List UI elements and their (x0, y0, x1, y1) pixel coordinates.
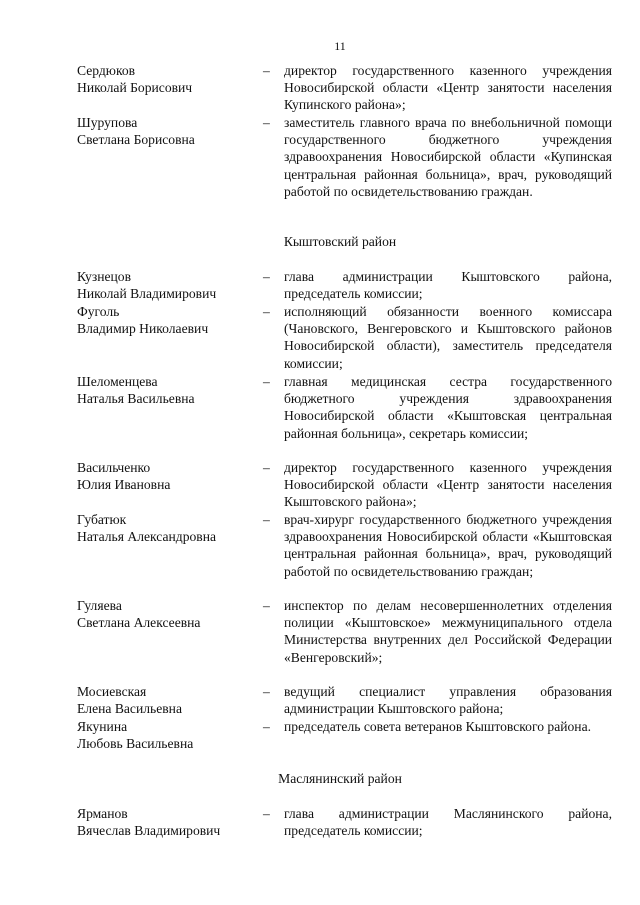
member-name: Губатюк Наталья Александровна (77, 512, 217, 545)
member-position: главная медицинская сестра государственного бюджетного учреждения здравоохранения Новосибирской области «Кыштовская центральная районная больница», секретарь комиссии; (284, 374, 612, 441)
district-heading: Кыштовский район (283, 234, 397, 249)
dash: – (263, 719, 270, 734)
dash: – (263, 374, 270, 389)
member-name: Шеломенцева Наталья Васильевна (77, 374, 195, 407)
dash: – (263, 598, 270, 613)
dash: – (263, 63, 270, 78)
member-name: Фуголь Владимир Николаевич (77, 304, 209, 337)
dash: – (263, 512, 270, 527)
member-position: инспектор по делам несовершеннолетних отделения полиции «Кыштовское» межмуниципального отдела Министерства внутренних дел Российской Федерации «Венгеровский»; (284, 598, 612, 665)
member-name: Кузнецов Николай Владимирович (77, 269, 217, 302)
member-position: председатель совета ветеранов Кыштовского района. (284, 719, 592, 734)
member-position: врач-хирург государственного бюджетного учреждения здравоохранения Новосибирской области «Кыштовская центральная районная больница», врач, руководящий работой по освидетельствованию граждан; (284, 512, 612, 579)
member-name: Якунина Любовь Васильевна (77, 719, 194, 752)
member-position: исполняющий обязанности военного комиссара (Чановского, Венгеровского и Кыштовского районов Новосибирской области), заместитель председателя комиссии; (284, 304, 612, 371)
member-name: Ярманов Вячеслав Владимирович (77, 806, 221, 839)
member-position: глава администрации Маслянинского района, председатель комиссии; (284, 806, 612, 839)
member-name: Мосиевская Елена Васильевна (77, 684, 182, 717)
district-heading: Маслянинский район (278, 771, 402, 786)
member-position: заместитель главного врача по внебольничной помощи государственного бюджетного учреждения здравоохранения Новосибирской области «Купинская центральная районная больница», врач, руководящий работой по освидетельствованию граждан. (284, 115, 612, 199)
dash: – (263, 304, 270, 319)
member-position: глава администрации Кыштовского района, председатель комиссии; (284, 269, 612, 302)
dash: – (263, 806, 270, 821)
dash: – (263, 115, 270, 130)
member-position: директор государственного казенного учреждения Новосибирской области «Центр занятости населения Купинского района»; (284, 63, 612, 113)
member-position: директор государственного казенного учреждения Новосибирской области «Центр занятости населения Кыштовского района»; (284, 460, 612, 510)
member-name: Васильченко Юлия Ивановна (77, 460, 171, 493)
dash: – (263, 460, 270, 475)
page-number: 11 (334, 39, 346, 53)
dash: – (263, 684, 270, 699)
dash: – (263, 269, 270, 284)
member-name: Сердюков Николай Борисович (77, 63, 193, 96)
member-name: Шурупова Светлана Борисовна (77, 115, 195, 148)
member-name: Гуляева Светлана Алексеевна (77, 598, 201, 631)
member-position: ведущий специалист управления образования администрации Кыштовского района; (284, 684, 612, 717)
